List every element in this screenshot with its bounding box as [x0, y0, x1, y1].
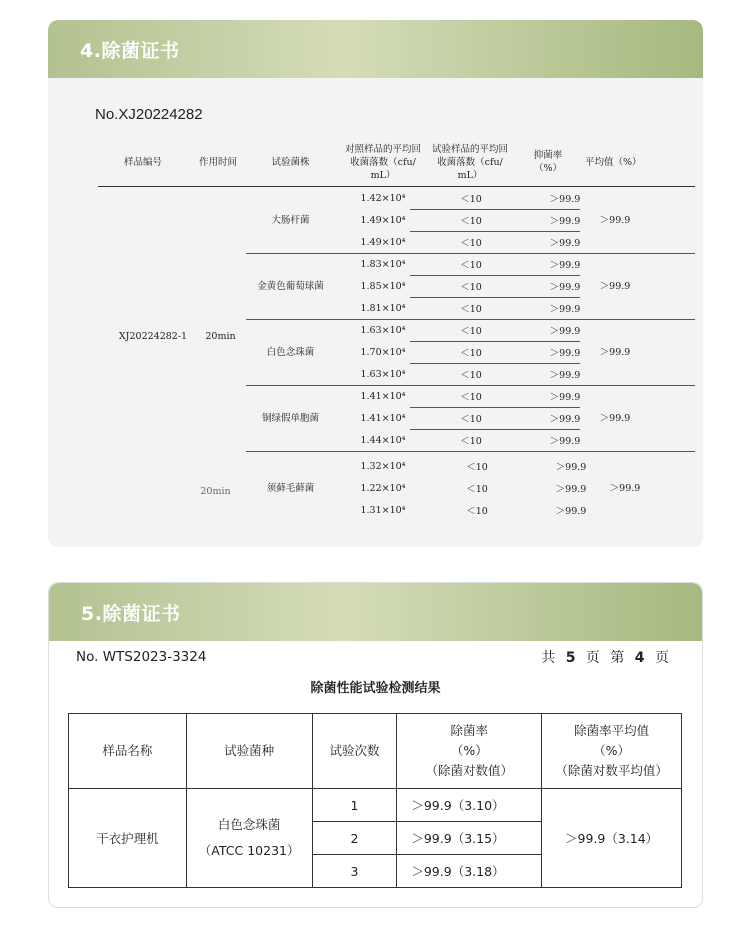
table-row — [98, 477, 695, 499]
test-cell: ＜10 — [460, 304, 482, 315]
test-cell: ＜10 — [466, 506, 488, 517]
rate-cell: ＞99.9（3.18） — [397, 855, 542, 888]
average-cell: ＞99.9 — [599, 215, 631, 226]
header-time: 作用时间 — [198, 156, 237, 168]
table-row — [98, 275, 695, 297]
control-cell: 1.44×10⁴ — [360, 434, 406, 446]
section-title-4: 4.除菌证书 — [80, 39, 180, 62]
document-number-5: No. WTS2023-3324 — [76, 649, 207, 665]
header-rate-line2: （%） — [450, 743, 488, 758]
table-row — [98, 209, 695, 231]
results-table-5 — [68, 713, 682, 888]
document-number-4: No.XJ20224282 — [95, 106, 203, 123]
table-row — [98, 297, 695, 319]
header-rate-line1: 除菌率 — [450, 723, 489, 738]
table-row — [98, 499, 695, 521]
rate-cell: ＞99.9 — [549, 260, 581, 271]
rate-cell: ＞99.9 — [549, 216, 581, 227]
strain-line1: 白色念珠菌 — [217, 817, 281, 832]
test-cell: ＜10 — [460, 392, 482, 403]
header-avg-line3: （除菌对数平均值） — [555, 763, 668, 778]
certificate-card-4 — [48, 20, 703, 547]
table-body — [98, 187, 695, 547]
table-row — [98, 363, 695, 385]
control-cell: 1.85×10⁴ — [360, 280, 406, 292]
control-cell: 1.41×10⁴ — [360, 390, 406, 402]
control-cell: 1.42×10⁴ — [360, 192, 406, 204]
header-average: 平均值（%） — [585, 156, 642, 168]
table-row — [98, 319, 695, 341]
rate-cell: ＞99.9 — [549, 282, 581, 293]
test-cell: ＜10 — [460, 238, 482, 249]
time-cell: 20min — [205, 331, 236, 342]
times-cell: 3 — [312, 855, 397, 888]
times-cell: 1 — [312, 789, 397, 822]
strain-cell: 白色念珠菌 — [266, 347, 315, 358]
test-cell: ＜10 — [460, 436, 482, 447]
control-cell: 1.22×10⁴ — [360, 482, 406, 494]
average-cell: ＞99.9 — [609, 483, 641, 494]
control-cell: 1.49×10⁴ — [360, 236, 406, 248]
strain-cell — [186, 789, 312, 888]
header-avg-line1: 除菌率平均值 — [574, 723, 650, 738]
average-cell: ＞99.9（3.14） — [542, 789, 682, 888]
header-control: 对照样品的平均回收菌落数（cfu/ mL） — [344, 143, 421, 181]
table-row — [98, 429, 695, 451]
table-row — [98, 341, 695, 363]
header-test: 试验样品的平均回收菌落数（cfu/ mL） — [431, 143, 508, 181]
rate-cell: ＞99.9 — [549, 370, 581, 381]
rate-cell: ＞99.9 — [555, 462, 587, 473]
header-rate-line3: （除菌对数值） — [425, 763, 514, 778]
average-cell: ＞99.9 — [599, 347, 631, 358]
test-cell: ＜10 — [460, 194, 482, 205]
table-row — [69, 789, 682, 822]
pages-total: 5 — [565, 650, 579, 666]
rate-cell: ＞99.9 — [549, 348, 581, 359]
rate-cell: ＞99.9 — [549, 326, 581, 337]
rate-cell: ＞99.9 — [549, 392, 581, 403]
control-cell: 1.83×10⁴ — [360, 258, 406, 270]
report-title: 除菌性能试验检测结果 — [310, 681, 441, 696]
sample-name-cell: 干衣护理机 — [69, 789, 187, 888]
section-header-4 — [48, 20, 703, 78]
control-cell: 1.32×10⁴ — [360, 460, 406, 472]
strain-cell: 金黄色葡萄球菌 — [257, 281, 324, 292]
header-sample-id: 样品编号 — [123, 156, 162, 168]
strain-cell: 须藓毛藓菌 — [266, 483, 315, 494]
header-avg-line2: （%） — [593, 743, 631, 758]
test-cell: ＜10 — [460, 260, 482, 271]
header-sample-name: 样品名称 — [69, 714, 187, 789]
test-cell: ＜10 — [460, 282, 482, 293]
results-table-4 — [98, 138, 695, 547]
control-cell: 1.63×10⁴ — [360, 324, 406, 336]
pages-suffix: 页 — [655, 650, 672, 666]
rate-cell: ＞99.9（3.15） — [397, 822, 542, 855]
rate-cell: ＞99.9 — [549, 436, 581, 447]
control-cell: 1.63×10⁴ — [360, 368, 406, 380]
control-cell: 1.81×10⁴ — [360, 302, 406, 314]
header-rate — [397, 714, 542, 789]
page-indicator — [541, 647, 672, 667]
control-cell: 1.41×10⁴ — [360, 412, 406, 424]
header-average — [542, 714, 682, 789]
average-cell: ＞99.9 — [599, 413, 631, 424]
header-strain: 试验菌株 — [271, 156, 310, 168]
table-row — [98, 231, 695, 253]
header-times: 试验次数 — [312, 714, 397, 789]
average-cell: ＞99.9 — [599, 281, 631, 292]
certificate-card-5 — [48, 582, 703, 908]
header-strain: 试验菌种 — [186, 714, 312, 789]
strain-cell: 铜绿假单胞菌 — [261, 413, 319, 424]
section-title-5: 5.除菌证书 — [81, 602, 181, 625]
rate-cell: ＞99.9（3.10） — [397, 789, 542, 822]
time-cell-last: 20min — [200, 486, 231, 497]
rate-cell: ＞99.9 — [549, 414, 581, 425]
table-row — [98, 385, 695, 407]
times-cell: 2 — [312, 822, 397, 855]
control-cell: 1.31×10⁴ — [360, 504, 406, 516]
strain-line2: （ATCC 10231） — [198, 843, 300, 858]
table-row — [98, 187, 695, 209]
rate-cell: ＞99.9 — [549, 194, 581, 205]
sample-id-cell: XJ20224282-1 — [118, 331, 188, 342]
control-cell: 1.49×10⁴ — [360, 214, 406, 226]
group-divider — [246, 451, 695, 452]
rate-cell: ＞99.9 — [549, 238, 581, 249]
rate-cell: ＞99.9 — [555, 506, 587, 517]
pages-prefix: 共 — [541, 650, 559, 666]
test-cell: ＜10 — [460, 326, 482, 337]
pages-current: 4 — [634, 650, 648, 666]
rate-cell: ＞99.9 — [549, 304, 581, 315]
test-cell: ＜10 — [466, 484, 488, 495]
test-cell: ＜10 — [460, 414, 482, 425]
test-cell: ＜10 — [460, 370, 482, 381]
table-row — [98, 455, 695, 477]
rate-cell: ＞99.9 — [555, 484, 587, 495]
table-header — [98, 138, 695, 187]
control-cell: 1.70×10⁴ — [360, 346, 406, 358]
test-cell: ＜10 — [466, 462, 488, 473]
table-header-row — [69, 714, 682, 789]
pages-mid: 页 第 — [585, 650, 628, 666]
strain-cell: 大肠杆菌 — [271, 215, 310, 226]
header-rate: 抑菌率（%） — [533, 150, 563, 174]
test-cell: ＜10 — [460, 216, 482, 227]
test-cell: ＜10 — [460, 348, 482, 359]
section-header-5 — [49, 583, 702, 641]
table-row — [98, 407, 695, 429]
table-row — [98, 253, 695, 275]
